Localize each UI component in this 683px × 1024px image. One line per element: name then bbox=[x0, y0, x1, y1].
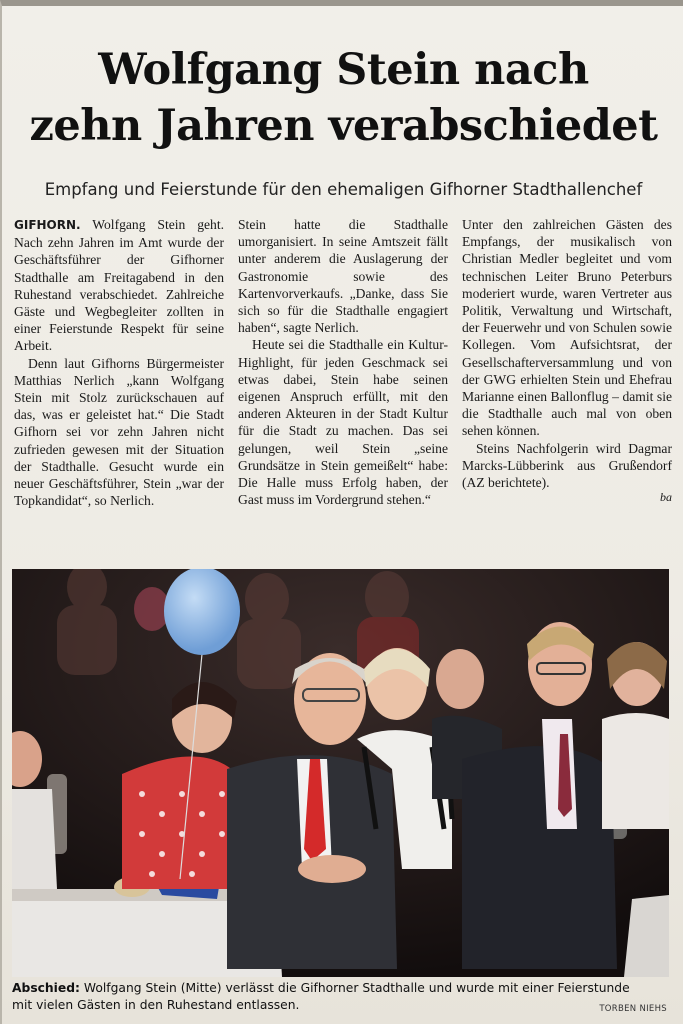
headline-line-1: Wolfgang Stein nach bbox=[98, 45, 589, 95]
column-3 bbox=[462, 216, 672, 561]
subheadline: Empfang und Feierstunde für den ehemaligen Gifhorner Stadthallenchef bbox=[44, 180, 643, 199]
dateline: GIFHORN. bbox=[14, 218, 81, 232]
caption-lead: Abschied: bbox=[12, 981, 80, 995]
headline bbox=[2, 42, 683, 154]
paragraph bbox=[14, 216, 224, 355]
article-body bbox=[14, 216, 672, 561]
author-initials: ba bbox=[660, 490, 672, 505]
photo-caption bbox=[12, 980, 652, 1014]
event-photo bbox=[12, 569, 669, 977]
paragraph: Denn laut Gifhorns Bürgermeister Matthias Nerlich „kann Wolfgang Stein mit Stolz zurückschauen auf das, was er geleistet hat.“ Die Stadt Gifhorn sei vor zehn Jahren nicht zufrieden gewesen mit der Situation der Stadthalle. Gesucht wurde ein neuer Geschäftsführer, Stein „war der Topkandidat“, so Nerlich. bbox=[14, 355, 224, 509]
paragraph: Steins Nachfolgerin wird Dagmar Marcks-Lübberink aus Grußendorf (AZ berichtete). bbox=[462, 440, 672, 491]
caption-text: Wolfgang Stein (Mitte) verlässt die Gifhorner Stadthalle und wurde mit einer Feierstunde mit vielen Gästen in den Ruhestand entlassen. bbox=[12, 981, 630, 1012]
event-photo-illustration bbox=[12, 569, 669, 977]
photo-credit: TORBEN NIEHS bbox=[599, 1004, 667, 1014]
headline-line-2: zehn Jahren verabschiedet bbox=[29, 101, 658, 151]
column-2 bbox=[238, 216, 448, 561]
column-1 bbox=[14, 216, 224, 561]
paragraph-text: Wolfgang Stein geht. Nach zehn Jahren im Amt wurde der Geschäftsführer der Gifhorner Stadthalle am Freitagabend in den Ruhestand verabschiedet. Zahlreiche Gäste und Wegbegleiter zollten in einer Feierstunde Respekt für seine Arbeit. bbox=[14, 217, 225, 354]
paragraph: Unter den zahlreichen Gästen des Empfangs, der musikalisch von Christian Medler begleitet und vom technischen Leiter Bruno Peterburs moderiert wurde, waren Vertreter aus Politik, Verwaltung und Wirtschaft, der Feuerwehr und von Schulen sowie Kollegen. Vom Aufsichtsrat, der Gesellschafterversammlung und von der GWG erhielten Stein und Ehefrau Marianne einen Ballonflug – damit sie die Stadthalle auch mal von oben sehen können. bbox=[462, 217, 672, 439]
paragraph: Heute sei die Stadthalle ein Kultur-Highlight, für jeden Geschmack sei etwas dabei, Stein habe seinen eigenen Anspruch erfüllt, mit den anderen Akteuren in der Stadt Kultur für die Stadt zu machen. Das sei gelungen, weil Stein „seine Grundsätze in Stein gemeißelt“ habe: Die Halle muss Erfolg haben, der Gast muss im Vordergrund stehen.“ bbox=[238, 337, 448, 508]
paragraph: Stein hatte die Stadthalle umorganisiert. In seine Amtszeit fällt unter anderem die Auslagerung der Gastronomie sowie des Kartenvorverkaufs. „Danke, dass Sie sich so für die Stadthalle engagiert haben“, sagte Nerlich. bbox=[238, 217, 448, 336]
